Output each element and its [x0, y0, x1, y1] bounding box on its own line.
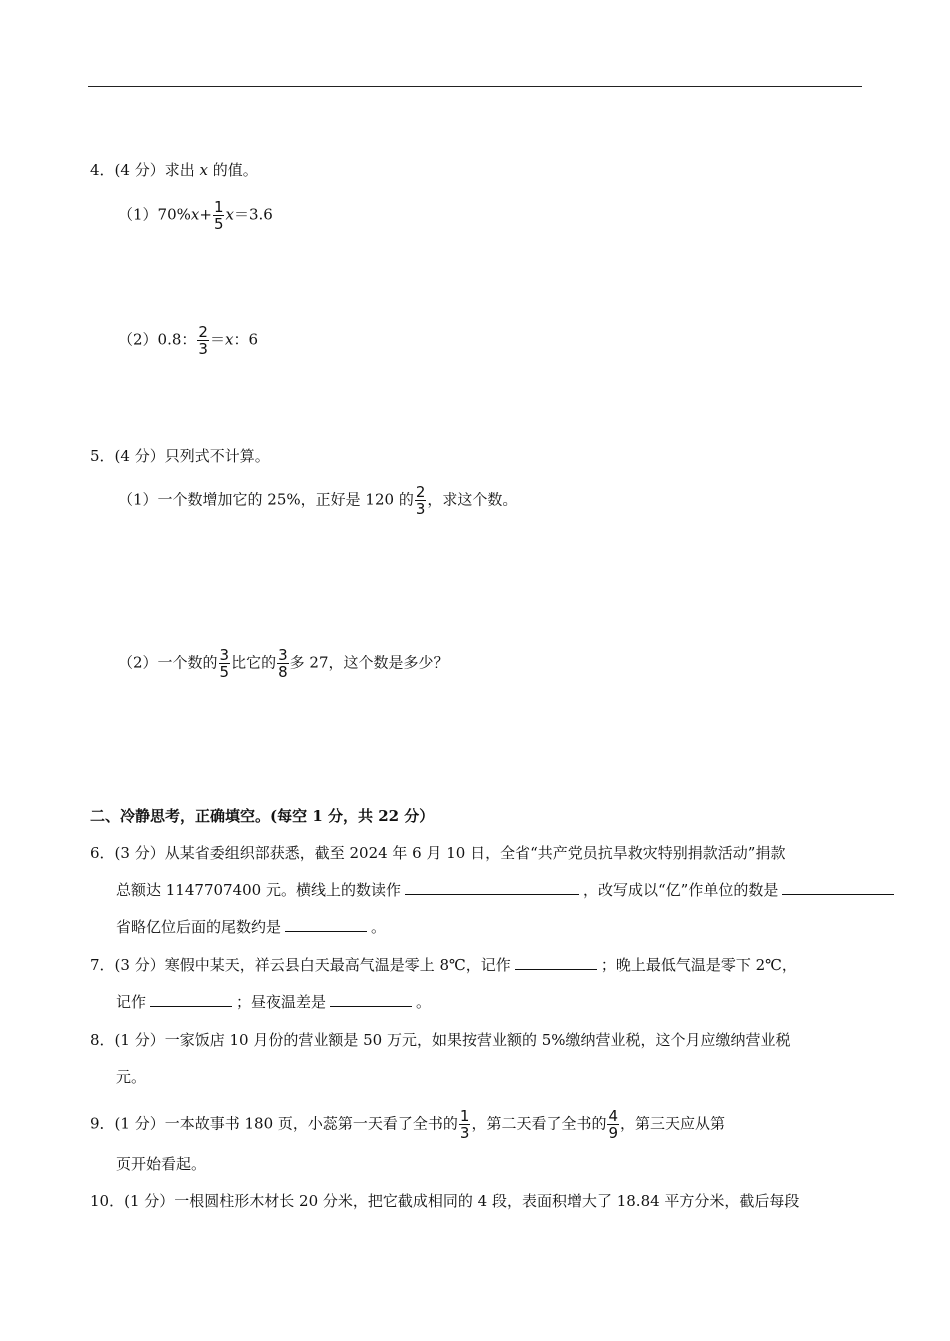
q8-line1: 8．(1 分）一家饭店 10 月份的营业额是 50 万元，如果按营业额的 5%缴纳营业税，这个月应缴纳营业税: [90, 1031, 791, 1049]
q5-p2-fraction1: [219, 647, 231, 680]
q7-line2-a: 记作: [116, 993, 147, 1011]
fraction-numerator: 3: [219, 646, 230, 664]
q5-p2-middle: 比它的: [231, 653, 277, 672]
q6-answer-blank-3[interactable]: [285, 917, 367, 932]
q4-variable: x: [199, 161, 208, 179]
q5-heading: 5．(4 分）只列式不计算。: [90, 447, 270, 465]
q5-p1-prefix: （1）一个数增加它的 25%，正好是 120 的: [118, 490, 414, 509]
q9-fraction1: [459, 1108, 471, 1141]
q7-answer-blank-1[interactable]: [515, 955, 597, 970]
q5-p2-fraction2: [277, 647, 289, 680]
q7-line2-b: ；昼夜温差是: [236, 993, 327, 1011]
q4-part1: [118, 199, 273, 232]
header-rule: [88, 86, 862, 87]
q7-line2-c: 。: [416, 993, 432, 1011]
q4-p2-equals: ＝: [209, 330, 225, 349]
q9-line1-a: 9．(1 分）一本故事书 180 页，小蕊第一天看了全书的: [90, 1114, 458, 1133]
q6-line3-a: 省略亿位后面的尾数约是: [116, 918, 282, 936]
fraction-denominator: 9: [608, 1124, 618, 1142]
fraction-denominator: 5: [213, 215, 224, 233]
q9-line1-c: ，第三天应从第: [620, 1114, 726, 1133]
q6-line2: [116, 880, 894, 900]
fraction-numerator: 3: [278, 646, 288, 664]
fraction-denominator: 5: [219, 663, 230, 681]
q6-line2-b: ，改写成以“亿”作单位的数是: [582, 881, 779, 899]
q4-p1-var2: x: [225, 205, 234, 224]
q5-p1-suffix: ，求这个数。: [427, 490, 518, 509]
q4-tail-text: 的值。: [207, 161, 258, 179]
q5-p2-suffix: 多 27，这个数是多少？: [289, 653, 449, 672]
q9-fraction2: [607, 1108, 619, 1141]
q4-heading: [90, 160, 258, 180]
q7-line1-a: 7．(3 分）寒假中某天，祥云县白天最高气温是零上 8℃，记作: [90, 956, 511, 974]
fraction-denominator: 3: [459, 1124, 470, 1142]
q4-p1-fraction: [213, 199, 225, 232]
q6-answer-blank-2[interactable]: [782, 880, 894, 895]
fraction-numerator: 2: [198, 323, 208, 341]
q9-line2: 页开始看起。: [116, 1155, 207, 1173]
q7-line1-b: ；晚上最低气温是零下 2℃，: [600, 956, 797, 974]
q8-line2: 元。: [116, 1068, 147, 1086]
q4-p1-var1: x: [190, 205, 200, 224]
fraction-denominator: 3: [198, 340, 208, 358]
q4-p2-fraction: [197, 324, 209, 357]
q7-line1: [90, 955, 797, 975]
q4-part2: [118, 324, 258, 357]
q5-part2: [118, 647, 449, 680]
fraction-numerator: 2: [415, 483, 426, 501]
q5-p1-fraction: [415, 484, 427, 517]
fraction-numerator: 4: [608, 1107, 618, 1125]
q10-line1: 10．(1 分）一根圆柱形木材长 20 分米，把它截成相同的 4 段，表面积增大了 18.84 平方分米，截后每段: [90, 1192, 800, 1210]
q7-answer-blank-2[interactable]: [150, 992, 232, 1007]
q9-line1: [90, 1108, 725, 1141]
q7-answer-blank-3[interactable]: [330, 992, 412, 1007]
q6-line3-b: 。: [371, 918, 387, 936]
q5-part1: [118, 484, 517, 517]
q9-line1-b: ，第二天看了全书的: [471, 1114, 607, 1133]
q4-p1-suffix: ＝3.6: [233, 205, 273, 224]
q4-p1-prefix: （1）70%: [118, 205, 191, 224]
q4-p2-prefix: （2）0.8：: [118, 330, 197, 349]
fraction-numerator: 1: [459, 1107, 470, 1125]
q6-answer-blank-1[interactable]: [405, 880, 579, 895]
fraction-denominator: 8: [278, 663, 288, 681]
q4-p2-var: x: [224, 330, 234, 349]
fraction-denominator: 3: [415, 500, 426, 518]
fraction-numerator: 1: [213, 198, 224, 216]
q4-p1-plus: +: [199, 205, 212, 224]
q6-line3: [116, 917, 386, 937]
q4-p2-suffix: ：6: [233, 330, 258, 349]
q5-p2-prefix: （2）一个数的: [118, 653, 218, 672]
section2-title: 二、冷静思考，正确填空。(每空 1 分，共 22 分）: [90, 807, 435, 825]
q7-line2: [116, 992, 431, 1012]
q4-head-text: 4．(4 分）求出: [90, 161, 200, 179]
q6-line2-a: 总额达 1147707400 元。横线上的数读作: [116, 881, 401, 899]
q6-line1: 6．(3 分）从某省委组织部获悉，截至 2024 年 6 月 10 日，全省“共产党员抗旱救灾特别捐款活动”捐款: [90, 844, 786, 862]
